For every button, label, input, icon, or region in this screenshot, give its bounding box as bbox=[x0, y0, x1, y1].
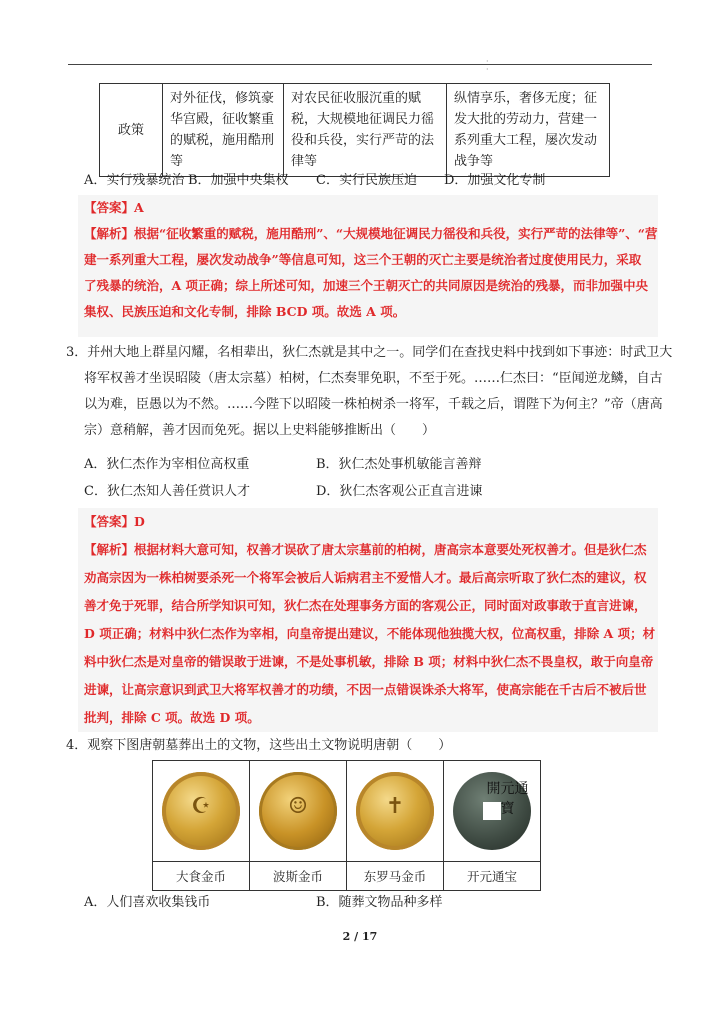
q2-answer: 【答案】A bbox=[84, 200, 144, 215]
q2-answer-box bbox=[78, 195, 658, 337]
persian-coin-icon: ☺ bbox=[259, 772, 337, 850]
q2-option-c: C．实行民族压迫 bbox=[316, 173, 417, 188]
coin-table bbox=[152, 760, 541, 891]
coin-label: 东罗马金币 bbox=[347, 862, 444, 891]
q2-analysis-line: 建一系列重大工程，屡次发动战争”等信息可知，这三个王朝的灭亡主要是统治者过度使用民力，采取 bbox=[84, 252, 642, 267]
q3-stem bbox=[66, 340, 672, 444]
q2-analysis-line: 【解析】根据“征收繁重的赋税，施用酷刑”、“大规模地征调民力徭役和兵役，实行严苛的法律等”、“营 bbox=[84, 226, 658, 241]
q3-analysis-line: 批判，排除 C 项。故选 D 项。 bbox=[84, 710, 260, 725]
q3-option-b: B．狄仁杰处事机敏能言善辩 bbox=[316, 457, 482, 472]
q4-option-b: B．随葬文物品种多样 bbox=[316, 895, 443, 910]
coin-label: 大食金币 bbox=[153, 862, 250, 891]
q3-option-c: C．狄仁杰知人善任赏识人才 bbox=[84, 484, 250, 499]
q3-option-a: A．狄仁杰作为宰相位高权重 bbox=[84, 457, 250, 472]
table-label: 政策 bbox=[100, 84, 163, 177]
q3-analysis-line: 进谏，让高宗意识到武卫大将军权善才的功绩，不因一点错误诛杀大将军，使高宗能在千古后不被后世 bbox=[84, 682, 647, 697]
table-cell-1: 对外征伐，修筑豪华宫殿，征收繁重的赋税，施用酷刑等 bbox=[163, 84, 284, 177]
q2-analysis-line: 集权、民族压迫和文化专制，排除 BCD 项。故选 A 项。 bbox=[84, 304, 406, 319]
q3-analysis-line: 【解析】根据材料大意可知，权善才误砍了唐太宗墓前的柏树，唐高宗本意要处死权善才。但是狄仁杰 bbox=[84, 542, 647, 557]
table-cell-2: 对农民征收服沉重的赋税，大规模地征调民力徭役和兵役，实行严苛的法律等 bbox=[284, 84, 447, 177]
kaiyuan-char: 開元通寶 bbox=[486, 781, 529, 817]
header-rule bbox=[68, 64, 652, 65]
policy-table bbox=[99, 83, 610, 177]
coin-label: 开元通宝 bbox=[444, 862, 541, 891]
q2-option-b: B．加强中央集权 bbox=[188, 173, 289, 188]
q4-stem: 4．观察下图唐朝墓葬出土的文物，这些出土文物说明唐朝（ ） bbox=[66, 738, 452, 753]
header-dots: · · bbox=[486, 57, 489, 74]
q3-answer-box bbox=[78, 508, 658, 732]
table-cell-3: 纵情享乐，奢侈无度；征发大批的劳动力，营建一系列重大工程，屡次发动战争等 bbox=[447, 84, 610, 177]
q3-analysis-line: 善才免于死罪，结合所学知识可知，狄仁杰在处理事务方面的客观公正，同时面对政事敢于直言进谏， bbox=[84, 598, 647, 613]
byzantine-coin-icon: ✝ bbox=[356, 772, 434, 850]
q3-analysis-line: 劝高宗因为一株柏树要杀死一个将军会被后人诟病君主不爱惜人才。最后高宗听取了狄仁杰的建议，权 bbox=[84, 570, 647, 585]
q3-answer: 【答案】D bbox=[84, 514, 145, 529]
q3-stem-line: 以为难，臣愚以为不然。……今陛下以昭陵一株柏树杀一将军，千载之后，谓陛下为何主？”帝（唐高 bbox=[84, 397, 663, 412]
coin-label: 波斯金币 bbox=[250, 862, 347, 891]
q2-option-d: D．加强文化专制 bbox=[444, 173, 546, 188]
dinar-coin-icon: ☪ bbox=[162, 772, 240, 850]
q3-stem-line: 将军权善才坐误昭陵（唐太宗墓）柏树，仁杰奏罪免职，不至于死。……仁杰曰：“臣闻逆龙鳞，自古 bbox=[84, 371, 663, 386]
q3-stem-line: 3．并州大地上群星闪耀，名相辈出，狄仁杰就是其中之一。同学们在查找史料中找到如下事迹：时武卫大 bbox=[66, 345, 673, 360]
kaiyuan-coin-icon bbox=[453, 772, 531, 850]
q4-option-a: A．人们喜欢收集钱币 bbox=[84, 895, 211, 910]
q3-analysis-line: 料中狄仁杰是对皇帝的错误敢于进谏，不是处事机敏，排除 B 项；材料中狄仁杰不畏皇权，敢于向皇帝 bbox=[84, 654, 654, 669]
q3-option-d: D．狄仁杰客观公正直言进谏 bbox=[316, 484, 483, 499]
q2-option-a: A．实行残暴统治 bbox=[84, 173, 185, 188]
page-number: 2 / 17 bbox=[342, 930, 378, 943]
q3-stem-line: 宗）意稍解，善才因而免死。据以上史料能够推断出（ ） bbox=[84, 423, 436, 438]
q3-analysis-line: D 项正确；材料中狄仁杰作为宰相，向皇帝提出建议，不能体现他独揽大权，位高权重，排除 A 项；材 bbox=[84, 626, 656, 641]
q2-analysis-line: 了残暴的统治，A 项正确；综上所述可知，加速三个王朝灭亡的共同原因是统治的残暴，而非加强中央 bbox=[84, 278, 649, 293]
